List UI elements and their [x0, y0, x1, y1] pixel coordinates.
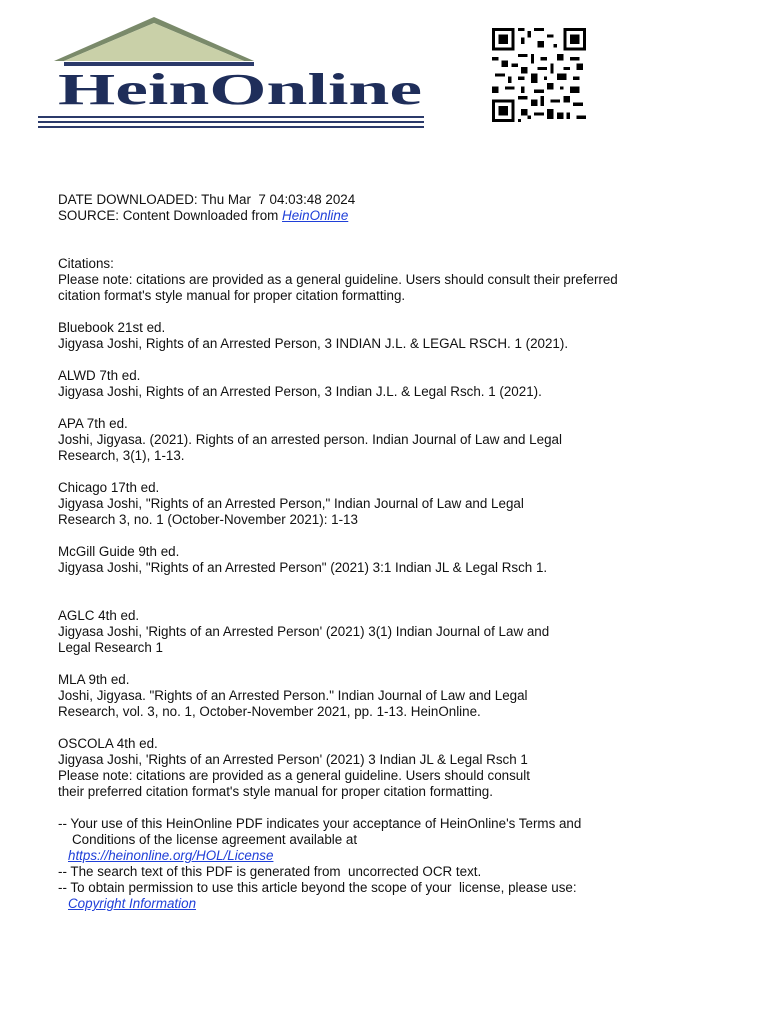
terms-line: Conditions of the license agreement available at: [72, 832, 358, 847]
citation-text: Jigyasa Joshi, "Rights of an Arrested Person" (2021) 3:1 Indian JL & Legal Rsch 1.: [58, 560, 548, 575]
license-link-line: [58, 848, 738, 864]
logo-wordmark: [58, 65, 422, 114]
license-link[interactable]: https://heinonline.org/HOL/License: [68, 848, 274, 863]
citation-text: Jigyasa Joshi, Rights of an Arrested Person, 3 Indian J.L. & Legal Rsch. 1 (2021).: [58, 384, 542, 399]
svg-text:HeinOnline: HeinOnline: [58, 65, 422, 114]
copyright-information-link[interactable]: Copyright Information: [68, 896, 197, 911]
cover-page-content: [58, 192, 738, 912]
citation-style: AGLC 4th ed.: [58, 608, 140, 623]
citation-text: Jigyasa Joshi, 'Rights of an Arrested Person' (2021) 3(1) Indian Journal of Law and: [58, 624, 550, 639]
citations-note-line: Please note: citations are provided as a general guideline. Users should consult their preferred: [58, 272, 618, 287]
citation-style: ALWD 7th ed.: [58, 368, 141, 383]
permission-notice: -- To obtain permission to use this article beyond the scope of your license, please use:: [58, 880, 577, 895]
source-prefix: SOURCE: Content Downloaded from: [58, 208, 283, 223]
citation-style: OSCOLA 4th ed.: [58, 736, 158, 751]
citation-text: Jigyasa Joshi, "Rights of an Arrested Person," Indian Journal of Law and Legal: [58, 496, 524, 511]
citation-text: Research, 3(1), 1-13.: [58, 448, 185, 463]
source-line: [58, 208, 738, 224]
citation-style: Chicago 17th ed.: [58, 480, 160, 495]
citation-style: MLA 9th ed.: [58, 672, 130, 687]
citation-text: Legal Research 1: [58, 640, 163, 655]
qr-code-icon: [487, 28, 591, 122]
date-downloaded: DATE DOWNLOADED: Thu Mar 7 04:03:48 2024: [58, 192, 356, 207]
oscola-note-line: their preferred citation format's style manual for proper citation formatting.: [58, 784, 493, 799]
citation-style: Bluebook 21st ed.: [58, 320, 166, 335]
heinonline-link[interactable]: HeinOnline: [282, 208, 349, 223]
terms-line: -- Your use of this HeinOnline PDF indicates your acceptance of HeinOnline's Terms and: [58, 816, 582, 831]
citation-text: Research 3, no. 1 (October-November 2021): 1-13: [58, 512, 358, 527]
citation-text: Joshi, Jigyasa. (2021). Rights of an arrested person. Indian Journal of Law and Legal: [58, 432, 562, 447]
citation-text: Research, vol. 3, no. 1, October-November 2021, pp. 1-13. HeinOnline.: [58, 704, 481, 719]
citations-note-line: citation format's style manual for proper citation formatting.: [58, 288, 406, 303]
citation-text: Jigyasa Joshi, Rights of an Arrested Person, 3 INDIAN J.L. & LEGAL RSCH. 1 (2021).: [58, 336, 569, 351]
citation-text: Jigyasa Joshi, 'Rights of an Arrested Person' (2021) 3 Indian JL & Legal Rsch 1: [58, 752, 528, 767]
citation-text: Joshi, Jigyasa. "Rights of an Arrested Person." Indian Journal of Law and Legal: [58, 688, 528, 703]
citation-style: APA 7th ed.: [58, 416, 128, 431]
copyright-link-line: [58, 896, 738, 912]
ocr-notice: -- The search text of this PDF is generated from uncorrected OCR text.: [58, 864, 482, 879]
oscola-note-line: Please note: citations are provided as a general guideline. Users should consult: [58, 768, 530, 783]
citation-style: McGill Guide 9th ed.: [58, 544, 180, 559]
heinonline-logo: [36, 14, 428, 132]
citations-heading: Citations:: [58, 256, 114, 271]
